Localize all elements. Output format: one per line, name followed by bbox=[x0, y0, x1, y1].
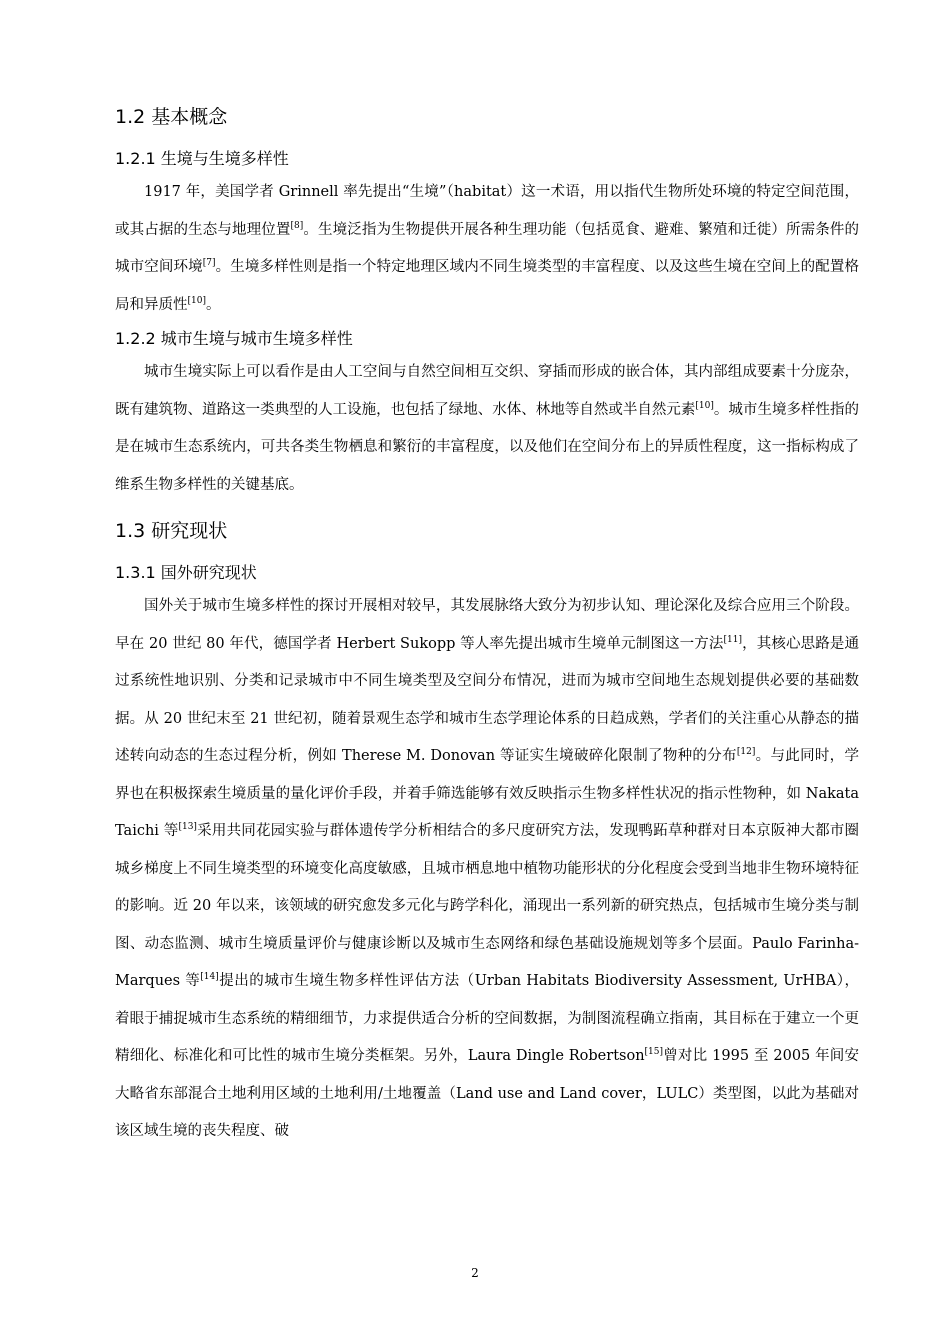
citation-11: [11] bbox=[723, 634, 742, 645]
subsection-heading-1-2-1: 1.2.1 生境与生境多样性 bbox=[115, 149, 289, 168]
citation-7: [7] bbox=[202, 258, 216, 268]
citation-10: [10] bbox=[695, 400, 714, 411]
paragraph-text: 采用共同花园实验与群体遗传学分析相结合的多尺度研究方法，发现鸭跖草种群对日本京阪神大都市圈城乡梯度上不同生境类型的环境变化高度敏感，且城市栖息地中植物功能形状的分化程度会受到当地非生物环境特征的影响。近 20 年以来，该领域的研究愈发多元化与跨学科化，涌现出一系列新的研究热点，包括城市生境分类与制图、动态监测、城市生境质量评价与健康诊断以及城市生态网络和绿色基础设施规划等多个层面。Paulo Farinha-Marques 等 bbox=[115, 823, 859, 989]
citation-13: [13] bbox=[178, 822, 197, 832]
paragraph-text: 。生境泛指为生物提供开展各种生理功能（包括觅食、避难、繁殖和迁徙）所需条件的城市空间环境 bbox=[115, 221, 859, 275]
citation-15: [15] bbox=[644, 1047, 664, 1057]
citation-10: [10] bbox=[187, 295, 206, 306]
paragraph-text: 。城市生境多样性指的是在城市生态系统内，可共各类生物栖息和繁衍的丰富程度，以及他们在空间分布上的异质性程度，这一指标构成了维系生物多样性的关键基底。 bbox=[115, 401, 860, 493]
paragraph-text: 。 bbox=[205, 296, 221, 313]
paragraph-text: 曾对比 1995 至 2005 年间安大略省东部混合土地利用区域的土地利用/土地覆盖（Land use and Land cover，LULC）类型图，以此为基础对该区域生境的丧失程度、破 bbox=[115, 1048, 859, 1139]
page-content bbox=[115, 100, 859, 1151]
page-number: 2 bbox=[471, 1266, 479, 1280]
section-heading-1-3: 1.3 研究现状 bbox=[115, 520, 228, 542]
paragraph-text: ，其核心思路是通过系统性地识别、分类和记录城市中不同生境类型及空间分布情况，进而为城市空间地生态规划提供必要的基础数据。从 20 世纪末至 21 世纪初，随着景观生态学和城市生态学理论体系的日趋成熟，学者们的关注重心从静态的描述转向动态的生态过程分析，例如 Therese M. Donovan 等证实生境破碎化限制了物种的分布 bbox=[115, 635, 860, 764]
paragraph-text: 国外关于城市生境多样性的探讨开展相对较早，其发展脉络大致分为初步认知、理论深化及综合应用三个阶段。早在 20 世纪 80 年代，德国学者 Herbert Sukopp 等人率先提出城市生境单元制图这一方法 bbox=[115, 598, 859, 652]
citation-14: [14] bbox=[200, 972, 219, 982]
citation-12: [12] bbox=[736, 747, 756, 757]
paragraph-text: 城市生境实际上可以看作是由人工空间与自然空间相互交织、穿插而形成的嵌合体，其内部组成要素十分庞杂，既有建筑物、道路这一类典型的人工设施，也包括了绿地、水体、林地等自然或半自然元素 bbox=[115, 364, 859, 418]
subsection-heading-1-3-1: 1.3.1 国外研究现状 bbox=[115, 563, 257, 582]
paragraph-text: 1917 年，美国学者 Grinnell 率先提出“生境”（habitat）这一术语，用以指代生物所处环境的特定空间范围，或其占据的生态与地理位置 bbox=[115, 184, 859, 238]
paragraph-text: 提出的城市生境生物多样性评估方法（Urban Habitats Biodiversity Assessment, UrHBA），着眼于捕捉城市生态系统的精细细节，力求提供适合分析的空间数据，为制图流程确立指南，其目标在于建立一个更精细化、标准化和可比性的城市生境分类框架。另外，Laura Dingle Robertson bbox=[115, 973, 859, 1064]
citation-8: [8] bbox=[290, 220, 304, 231]
paragraph-text: 。与此同时，学界也在积极探索生境质量的量化评价手段，并着手筛选能够有效反映指示生物多样性状况的指示性物种，如 Nakata Taichi 等 bbox=[115, 748, 859, 839]
paragraph-foreign-research bbox=[115, 588, 859, 1151]
section-heading-1-2: 1.2 基本概念 bbox=[115, 106, 228, 128]
paragraph-urban-habitat bbox=[115, 354, 859, 504]
paragraph-habitat-definition bbox=[115, 174, 859, 324]
paragraph-text: 。生境多样性则是指一个特定地理区域内不同生境类型的丰富程度、以及这些生境在空间上的配置格局和异质性 bbox=[115, 259, 859, 313]
subsection-heading-1-2-2: 1.2.2 城市生境与城市生境多样性 bbox=[115, 329, 353, 348]
